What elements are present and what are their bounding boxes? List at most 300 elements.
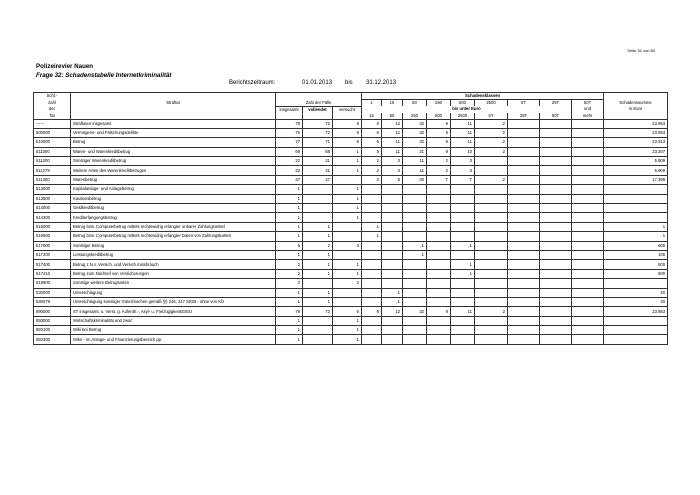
row-code: 514300 (34, 213, 71, 222)
damage-class-cell: 32 (403, 119, 427, 128)
row-label: Unterschlagung (71, 288, 276, 297)
damage-class-cell (540, 297, 572, 306)
damage-class-cell (540, 213, 572, 222)
damage-sum: 23.913 (604, 138, 668, 147)
damage-class-cell: 12 (382, 307, 403, 316)
damage-class-cell (475, 213, 508, 222)
damage-class-cell: 7 (427, 175, 451, 184)
damage-class-cell (451, 326, 475, 335)
table-row (34, 222, 668, 231)
table-row (34, 194, 668, 203)
damage-class-cell (382, 335, 403, 344)
count-total: 77 (276, 138, 303, 147)
damage-sum: 23.953 (604, 119, 668, 128)
count-total: 1 (276, 222, 303, 231)
damage-class-cell: 11 (382, 147, 403, 156)
row-label: Vermögens- und Fälschungsdelikte (71, 128, 276, 137)
damage-class-cell (427, 185, 451, 194)
count-total: 1 (276, 288, 303, 297)
damage-class-cell (508, 222, 540, 231)
row-label: Geldkreditbetrug (71, 204, 276, 213)
damage-class-cell (540, 204, 572, 213)
table-row (34, 335, 668, 344)
count-total: 1 (276, 232, 303, 241)
damage-class-cell (475, 297, 508, 306)
damage-class-cell (572, 307, 604, 316)
count-total: 1 (276, 204, 303, 213)
damage-class-cell (382, 269, 403, 278)
damage-class-cell (508, 279, 540, 288)
damage-class-cell: 2 (475, 138, 508, 147)
table-row (34, 260, 668, 269)
table-row (34, 297, 668, 306)
row-code: 530000 (34, 288, 71, 297)
damage-class-cell: 1 (362, 232, 382, 241)
damage-class-cell (572, 288, 604, 297)
key-header-4: Tat (34, 113, 71, 120)
damage-class-cell (362, 326, 382, 335)
damage-class-cell (540, 138, 572, 147)
table-row (34, 119, 668, 128)
damage-class-cell (451, 250, 475, 259)
damage-sum: 605 (604, 241, 668, 250)
damage-class-cell (427, 232, 451, 241)
damage-sum (604, 204, 668, 213)
damage-class-cell: 2 (475, 119, 508, 128)
damage-class-cell (427, 316, 451, 325)
count-total: 2 (276, 260, 303, 269)
damage-class-cell (382, 185, 403, 194)
vollendet-header: vollendet (303, 106, 333, 113)
count-completed: 1 (303, 297, 333, 306)
damage-sum (604, 213, 668, 222)
count-total: 47 (276, 175, 303, 184)
table-row (34, 269, 668, 278)
table-row (34, 166, 668, 175)
damage-sum: 23.953 (604, 128, 668, 137)
damage-class-cell: 11 (451, 128, 475, 137)
row-code: 514000 (34, 204, 71, 213)
damage-class-cell (540, 119, 572, 128)
damage-sum: 1 (604, 222, 668, 231)
count-completed: 1 (303, 222, 333, 231)
count-completed: 21 (303, 166, 333, 175)
class-to: 5T (475, 113, 508, 120)
row-code: 510000 (34, 138, 71, 147)
table-row (34, 241, 668, 250)
class-to: 15 (362, 113, 382, 120)
damage-class-cell: 12 (382, 119, 403, 128)
damage-class-cell: 1 (403, 250, 427, 259)
count-completed: 72 (303, 128, 333, 137)
count-attempted: 1 (333, 326, 362, 335)
damage-class-cell (508, 297, 540, 306)
damage-class-cell (508, 316, 540, 325)
damage-class-cell (540, 269, 572, 278)
class-from: 50T (572, 100, 604, 107)
damage-class-cell: 32 (403, 307, 427, 316)
damage-class-cell (403, 288, 427, 297)
damage-class-cell (508, 128, 540, 137)
damage-sum (604, 194, 668, 203)
damage-class-cell (451, 316, 475, 325)
count-attempted (333, 222, 362, 231)
row-label: Wiki bei Betrug (71, 326, 276, 335)
row-code: 513500 (34, 194, 71, 203)
damage-class-cell (362, 288, 382, 297)
damage-class-cell (540, 232, 572, 241)
damage-class-cell (475, 250, 508, 259)
class-from: 500 (451, 100, 475, 107)
class-to: 50 (382, 113, 403, 120)
row-label: Kapitalanlage- und Anlagebetrug (71, 185, 276, 194)
damage-class-cell (475, 269, 508, 278)
damage-class-cell (427, 288, 451, 297)
count-total: 69 (276, 147, 303, 156)
damage-class-cell (362, 213, 382, 222)
row-code: 893100 (34, 326, 71, 335)
count-attempted (333, 297, 362, 306)
damage-class-cell (572, 260, 604, 269)
damage-class-cell (362, 297, 382, 306)
damage-class-cell (475, 222, 508, 231)
count-total: 1 (276, 335, 303, 344)
damage-class-cell (475, 232, 508, 241)
damage-class-cell (362, 260, 382, 269)
key-header-1: Schl.- (34, 93, 71, 100)
damage-class-cell (427, 213, 451, 222)
damage-class-cell (540, 335, 572, 344)
damage-class-cell (475, 194, 508, 203)
count-completed: 1 (303, 288, 333, 297)
damage-sum: 500 (604, 260, 668, 269)
row-label: Betrug bzw. Computerbetrug mittels rechtswidrig erlangter unbarer Zahlungsmittel (71, 222, 276, 231)
damage-class-cell (451, 194, 475, 203)
row-code: 511200 (34, 157, 71, 166)
table-row (34, 204, 668, 213)
damage-class-cell (362, 204, 382, 213)
damage-class-cell: 31 (403, 147, 427, 156)
row-code: 500000 (34, 128, 71, 137)
damage-class-cell (427, 297, 451, 306)
count-completed: 1 (303, 250, 333, 259)
row-label: Weitere Arten des Warenkreditbetruges (71, 166, 276, 175)
damage-class-cell (572, 157, 604, 166)
period-to: 31.12.2013 (366, 80, 397, 86)
class-to: 250 (403, 113, 427, 120)
agency-title: Polizeirevier Nauen (36, 63, 94, 70)
damage-class-cell (403, 260, 427, 269)
damage-class-cell (382, 316, 403, 325)
count-total: 2 (276, 269, 303, 278)
table-row (34, 185, 668, 194)
insgesamt-header: insgesamt (276, 106, 303, 113)
count-total: 1 (276, 194, 303, 203)
damage-class-cell (508, 232, 540, 241)
table-row (34, 128, 668, 137)
period-from: 01.01.2013 (302, 80, 333, 86)
damage-class-cell (572, 316, 604, 325)
row-label: Betrug (71, 138, 276, 147)
damage-class-cell (451, 222, 475, 231)
damage-class-cell: 6 (362, 307, 382, 316)
damage-class-cell: 11 (382, 138, 403, 147)
class-to: 25T (508, 113, 540, 120)
damage-class-cell (572, 138, 604, 147)
table-row (34, 138, 668, 147)
und-header: und (572, 106, 604, 113)
period-label: Berichtszeitraum: (229, 80, 276, 86)
damage-class-cell (475, 241, 508, 250)
table-row (34, 279, 668, 288)
damage-class-cell (540, 260, 572, 269)
damage-class-cell: 2 (362, 166, 382, 175)
damage-class-cell (382, 250, 403, 259)
damage-class-cell (362, 335, 382, 344)
damage-class-cell (508, 288, 540, 297)
count-completed (303, 316, 333, 325)
row-code: 511279 (34, 166, 71, 175)
damage-class-cell: 11 (403, 157, 427, 166)
damage-class-cell (427, 326, 451, 335)
table-row (34, 147, 668, 156)
damage-class-cell: 3 (382, 166, 403, 175)
damage-class-cell (403, 213, 427, 222)
bis-unter-euro-header: bis unter Euro (362, 106, 572, 113)
damage-class-cell: 2 (475, 128, 508, 137)
damage-class-cell: 32 (403, 138, 427, 147)
damage-class-cell (403, 185, 427, 194)
damage-class-cell: 8 (382, 175, 403, 184)
damage-class-cell: 6 (362, 119, 382, 128)
count-total: 1 (276, 297, 303, 306)
damage-class-cell (403, 204, 427, 213)
damage-class-cell (475, 260, 508, 269)
damage-class-cell (508, 250, 540, 259)
row-code: 516500 (34, 232, 71, 241)
count-attempted (333, 232, 362, 241)
row-label: Sonstiger Betrug (71, 241, 276, 250)
class-from: 1 (362, 100, 382, 107)
damage-sum (604, 326, 668, 335)
count-total: 22 (276, 157, 303, 166)
damage-class-cell: 11 (451, 119, 475, 128)
count-completed: 1 (303, 260, 333, 269)
straftat-header: Straftat (71, 100, 276, 107)
count-attempted: 1 (333, 147, 362, 156)
versucht-header: versucht (333, 106, 362, 113)
damage-sum (604, 316, 668, 325)
damage-class-cell (572, 222, 604, 231)
damage-class-cell: 9 (427, 128, 451, 137)
key-header-2: zahl (34, 100, 71, 107)
count-attempted: 1 (333, 204, 362, 213)
damage-class-cell (382, 213, 403, 222)
row-code: 517200 (34, 250, 71, 259)
row-label: Straftaten insgesamt (71, 119, 276, 128)
period-bis: bis (345, 80, 353, 86)
row-label: Sonstiger Warenkreditbetrug (71, 157, 276, 166)
damage-class-cell (403, 316, 427, 325)
damage-class-cell: 11 (451, 138, 475, 147)
damage-class-cell (572, 147, 604, 156)
damage-class-cell (540, 288, 572, 297)
count-completed: 72 (303, 119, 333, 128)
damage-class-cell (451, 213, 475, 222)
count-completed: 68 (303, 147, 333, 156)
damage-class-cell (403, 222, 427, 231)
row-code: 890000 (34, 307, 71, 316)
damage-class-cell (508, 147, 540, 156)
question-title: Frage 32: Schadenstabelle Internetkriminalität (36, 72, 172, 79)
row-label: Wirtschaftskriminalität und zwar: (71, 316, 276, 325)
damage-class-cell (572, 175, 604, 184)
count-completed (303, 213, 333, 222)
damage-sum: 40 (604, 297, 668, 306)
damage-class-cell: 2 (475, 147, 508, 156)
damage-class-cell (540, 222, 572, 231)
damage-class-cell (475, 166, 508, 175)
damage-class-cell: 3 (362, 175, 382, 184)
count-attempted (333, 175, 362, 184)
damage-class-cell (362, 241, 382, 250)
damage-class-cell (382, 204, 403, 213)
damage-sum (604, 335, 668, 344)
table-row (34, 213, 668, 222)
damage-sum: 23.307 (604, 147, 668, 156)
count-attempted: 6 (333, 307, 362, 316)
damage-class-cell (572, 326, 604, 335)
count-attempted: 1 (333, 269, 362, 278)
count-completed: 71 (303, 138, 333, 147)
damage-class-cell (427, 269, 451, 278)
class-from: 15 (382, 100, 403, 107)
damage-class-cell: 7 (451, 175, 475, 184)
damage-class-cell (427, 260, 451, 269)
row-label: Krediterfangungsbetrug (71, 213, 276, 222)
damage-class-cell (403, 335, 427, 344)
row-code: 516000 (34, 222, 71, 231)
damage-class-cell (475, 204, 508, 213)
count-attempted: 2 (333, 279, 362, 288)
count-completed (303, 185, 333, 194)
count-total: 1 (276, 250, 303, 259)
damage-class-cell: 1 (451, 260, 475, 269)
damage-class-cell (382, 326, 403, 335)
damage-sum (604, 279, 668, 288)
damage-class-cell (572, 250, 604, 259)
damage-sum: 40 (604, 288, 668, 297)
count-attempted: 6 (333, 138, 362, 147)
damage-class-cell (427, 194, 451, 203)
count-attempted: 6 (333, 119, 362, 128)
count-attempted: 1 (333, 213, 362, 222)
count-completed (303, 326, 333, 335)
damage-class-cell: 9 (427, 138, 451, 147)
damage-class-cell (572, 213, 604, 222)
count-attempted: 1 (333, 157, 362, 166)
damage-sum: 1 (604, 232, 668, 241)
damage-class-cell (508, 119, 540, 128)
damage-class-cell (382, 222, 403, 231)
count-total: 1 (276, 213, 303, 222)
damage-class-cell (451, 297, 475, 306)
damage-class-cell (403, 326, 427, 335)
class-from: 50 (403, 100, 427, 107)
damage-class-cell (427, 204, 451, 213)
damage-class-cell (508, 157, 540, 166)
damage-class-cell (382, 260, 403, 269)
row-code: 530079 (34, 297, 71, 306)
class-to: 2500 (451, 113, 475, 120)
damage-class-cell (572, 232, 604, 241)
row-code: 511300 (34, 175, 71, 184)
count-attempted: 1 (333, 335, 362, 344)
damage-sum: 5.909 (604, 157, 668, 166)
damage-class-cell (540, 279, 572, 288)
damage-sum: 500 (604, 269, 668, 278)
damage-class-cell (427, 241, 451, 250)
count-total: 78 (276, 307, 303, 316)
damage-sum: 23.953 (604, 307, 668, 316)
damage-class-cell (427, 279, 451, 288)
damage-class-cell (572, 128, 604, 137)
damage-class-cell (508, 269, 540, 278)
damage-class-cell (508, 241, 540, 250)
count-attempted: 1 (333, 194, 362, 203)
damage-class-cell: 10 (451, 147, 475, 156)
row-code: 517400 (34, 260, 71, 269)
damage-class-cell: 1 (403, 241, 427, 250)
damage-class-cell (540, 326, 572, 335)
table-row (34, 232, 668, 241)
damage-class-cell: 11 (403, 166, 427, 175)
table-row (34, 326, 668, 335)
damage-class-cell: 1 (451, 241, 475, 250)
row-code: 517410 (34, 269, 71, 278)
damage-class-cell (572, 166, 604, 175)
table-row (34, 288, 668, 297)
damage-class-cell (382, 241, 403, 250)
damage-class-cell: 12 (382, 128, 403, 137)
damage-class-cell (508, 260, 540, 269)
damage-class-cell (540, 316, 572, 325)
damage-table (33, 92, 668, 345)
schadensklassen-header: Schadensklassen (362, 93, 604, 100)
row-code: ------ (34, 119, 71, 128)
damage-class-cell: 9 (427, 119, 451, 128)
damage-class-cell (508, 213, 540, 222)
count-attempted (333, 288, 362, 297)
row-label: ST insgesamt, o. Verst. g. Aufenth.-, Asyl- u. FreizügigkeitsG/EU (71, 307, 276, 316)
damage-class-cell: 1 (362, 222, 382, 231)
in-euro-header: in Euro (604, 106, 668, 113)
table-row (34, 307, 668, 316)
damage-class-cell (572, 194, 604, 203)
damage-class-cell (572, 297, 604, 306)
damage-class-cell: 3 (451, 157, 475, 166)
damage-class-cell (508, 335, 540, 344)
count-completed: 72 (303, 307, 333, 316)
table-row (34, 175, 668, 184)
damage-class-cell (475, 316, 508, 325)
count-completed: 1 (303, 269, 333, 278)
count-total: 1 (276, 316, 303, 325)
zahl-der-faelle-header: Zahl der Fälle (276, 100, 362, 107)
row-label: Betrug zum Nachteil von Versicherungen (71, 269, 276, 278)
count-total: 5 (276, 241, 303, 250)
damage-class-cell: 2 (475, 307, 508, 316)
